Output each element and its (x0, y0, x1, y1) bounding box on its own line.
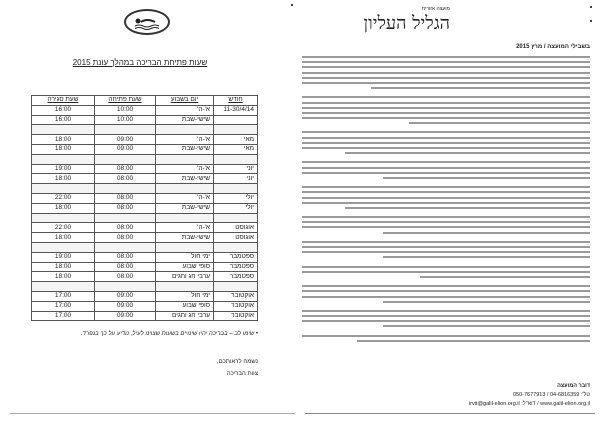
open-cell: 08:00 (95, 272, 156, 282)
text-line (302, 137, 590, 139)
month-cell: ספטמבר (214, 252, 258, 262)
text-line (302, 226, 590, 228)
empty-cell (156, 125, 214, 135)
text-line (302, 246, 590, 248)
close-cell: 18:00 (32, 233, 95, 243)
text-line (302, 142, 590, 144)
empty-cell (32, 154, 95, 164)
month-cell: אוגוסט (214, 223, 258, 233)
text-line (383, 301, 590, 303)
day-cell: סופי שבוע (156, 301, 214, 311)
text-line (302, 271, 590, 273)
text-line (357, 340, 590, 342)
empty-cell (214, 213, 258, 223)
text-line (383, 325, 590, 327)
text-line (302, 251, 590, 253)
close-cell: 16:00 (32, 115, 95, 125)
text-line (302, 96, 590, 98)
month-cell: יוני (214, 174, 258, 184)
open-cell: 09:00 (95, 135, 156, 145)
footer-title: דובר המועצה (557, 383, 590, 389)
footer-phone: טל': 04-6816359 / 050-7677913 (512, 392, 590, 398)
empty-cell (214, 184, 258, 194)
empty-cell (95, 154, 156, 164)
text-line (302, 285, 590, 287)
text-line (302, 131, 590, 133)
text-line (302, 117, 590, 119)
text-line (302, 202, 590, 204)
open-cell: 08:00 (95, 233, 156, 243)
opening-hours-table (31, 95, 258, 321)
close-cell: 17:00 (32, 301, 95, 311)
month-cell: יוני (214, 164, 258, 174)
table-row (32, 135, 258, 145)
separator-row (32, 213, 258, 223)
signature-block (150, 356, 258, 380)
schedule-title: שעות פתיחת הבריכה במהלך עונת 2015 (72, 58, 208, 67)
day-cell: א'-ה' (156, 223, 214, 233)
header-open: שעת פתיחה (95, 96, 156, 106)
close-cell: 16:00 (32, 105, 95, 115)
text-line (302, 191, 590, 193)
month-cell: יולי (214, 193, 258, 203)
bottom-rule (305, 413, 595, 414)
text-line (302, 82, 590, 84)
empty-cell (156, 242, 214, 252)
separator-row (32, 184, 258, 194)
text-line (302, 147, 590, 149)
day-cell: א'-ה' (156, 135, 214, 145)
close-cell: 18:00 (32, 203, 95, 213)
note-text: • שימו לב – בבריכה יהיו שינויים בשעות שצוינו לעיל, נודיע על כך בנפרד. (81, 331, 258, 337)
text-line (302, 186, 590, 188)
empty-cell (95, 242, 156, 252)
text-line (420, 276, 590, 278)
empty-cell (156, 213, 214, 223)
close-cell: 18:00 (32, 135, 95, 145)
newsletter-body (302, 56, 590, 349)
empty-cell (95, 213, 156, 223)
text-line (302, 77, 590, 79)
table-row (32, 233, 258, 243)
table-row (32, 301, 258, 311)
day-cell: שישי-שבת (156, 144, 214, 154)
table-row (32, 272, 258, 282)
text-line (383, 256, 590, 258)
day-cell: שישי-שבת (156, 203, 214, 213)
text-line (302, 310, 590, 312)
footer-web: www.galil-elion.org.il / דוא"ל: irvit@galil-elion.org.il (468, 401, 590, 407)
header-month: חודש (214, 96, 258, 106)
text-line (302, 266, 590, 268)
day-cell: א'-ה' (156, 193, 214, 203)
month-cell: ספטמבר (214, 272, 258, 282)
text-line (302, 56, 590, 58)
text-line (302, 221, 590, 223)
text-line (302, 216, 590, 218)
day-cell: שישי-שבת (156, 174, 214, 184)
month-cell: אוקטובר (214, 311, 258, 321)
org-small-label: מועצה אזורית (421, 6, 450, 12)
day-cell: א'-ה' (156, 164, 214, 174)
open-cell: 09:00 (95, 291, 156, 301)
table-row (32, 174, 258, 184)
empty-cell (32, 213, 95, 223)
open-cell: 08:00 (95, 223, 156, 233)
open-cell: 10:00 (95, 115, 156, 125)
close-cell: 18:00 (32, 174, 95, 184)
month-cell (214, 115, 258, 125)
table-row (32, 262, 258, 272)
table-row (32, 193, 258, 203)
text-line (302, 107, 590, 109)
empty-cell (32, 242, 95, 252)
text-line (302, 72, 590, 74)
contact-footer (380, 382, 590, 409)
text-line (302, 167, 590, 169)
empty-cell (156, 184, 214, 194)
day-cell: ימי חול (156, 252, 214, 262)
day-cell: סופי שבוע (156, 262, 214, 272)
month-cell: אוקטובר (214, 291, 258, 301)
text-line (302, 112, 590, 114)
day-cell: שישי-שבת (156, 115, 214, 125)
text-line (409, 122, 590, 124)
text-line (302, 161, 590, 163)
org-name: הגליל העליון (363, 13, 450, 34)
table-row (32, 203, 258, 213)
text-line (302, 197, 590, 199)
empty-cell (32, 282, 95, 292)
day-cell: שישי-שבת (156, 233, 214, 243)
text-line (302, 335, 590, 337)
text-line (345, 152, 590, 154)
table-header (32, 96, 258, 106)
newsletter-subtitle: בשבילי המועצה / מרץ 2015 (516, 44, 590, 50)
text-line (302, 290, 590, 292)
closing-text: נשמח לראותכם, (216, 359, 258, 365)
empty-cell (214, 125, 258, 135)
open-cell: 09:00 (95, 301, 156, 311)
table-row (32, 252, 258, 262)
separator-row (32, 125, 258, 135)
schedule-note (30, 330, 258, 339)
month-cell: יולי (214, 203, 258, 213)
table-row (32, 311, 258, 321)
close-cell: 22:00 (32, 223, 95, 233)
text-line (345, 207, 590, 209)
empty-cell (156, 154, 214, 164)
close-cell: 18:00 (32, 262, 95, 272)
council-logo (363, 6, 450, 35)
table-row (32, 291, 258, 301)
day-cell: ערבי חג וחגים (156, 311, 214, 321)
open-cell: 08:00 (95, 164, 156, 174)
separator-row (32, 242, 258, 252)
month-cell: מאי (214, 144, 258, 154)
month-cell: 11-30/4/14 (214, 105, 258, 115)
open-cell: 09:00 (95, 311, 156, 321)
empty-cell (95, 282, 156, 292)
table-row (32, 223, 258, 233)
close-cell: 18:00 (32, 144, 95, 154)
open-cell: 08:00 (95, 252, 156, 262)
table-row (32, 105, 258, 115)
empty-cell (95, 125, 156, 135)
signature-text: צוות הבריכה (226, 371, 258, 377)
empty-cell (214, 154, 258, 164)
scan-speck (590, 6, 592, 8)
close-cell: 17:00 (32, 291, 95, 301)
day-cell: ימי חול (156, 291, 214, 301)
month-cell: אוגוסט (214, 233, 258, 243)
text-line (302, 315, 590, 317)
table-row (32, 144, 258, 154)
scan-speck (590, 20, 592, 22)
text-line (302, 296, 590, 298)
separator-row (32, 154, 258, 164)
scan-speck (291, 4, 293, 6)
paragraph-gap (302, 345, 590, 349)
text-line (302, 102, 590, 104)
text-line (383, 177, 590, 179)
table-row (32, 115, 258, 125)
text-line (302, 241, 590, 243)
close-cell: 18:00 (32, 272, 95, 282)
bottom-rule-left (10, 413, 295, 414)
day-cell: א'-ה' (156, 105, 214, 115)
empty-cell (95, 184, 156, 194)
close-cell: 19:00 (32, 164, 95, 174)
text-line (302, 172, 590, 174)
text-line (371, 87, 590, 89)
empty-cell (32, 125, 95, 135)
pool-logo (124, 9, 170, 35)
open-cell: 08:00 (95, 193, 156, 203)
empty-cell (32, 184, 95, 194)
open-cell: 08:00 (95, 174, 156, 184)
empty-cell (156, 282, 214, 292)
header-close: שעת סגירה (32, 96, 95, 106)
month-cell: מאי (214, 135, 258, 145)
open-cell: 08:00 (95, 203, 156, 213)
close-cell: 19:00 (32, 252, 95, 262)
text-line (383, 232, 590, 234)
open-cell: 09:00 (95, 144, 156, 154)
day-cell: ערבי חג וחגים (156, 272, 214, 282)
empty-cell (214, 282, 258, 292)
text-line (302, 66, 590, 68)
text-line (302, 61, 590, 63)
open-cell: 10:00 (95, 105, 156, 115)
separator-row (32, 282, 258, 292)
table-row (32, 164, 258, 174)
close-cell: 22:00 (32, 193, 95, 203)
header-day: יום בשבוע (156, 96, 214, 106)
empty-cell (214, 242, 258, 252)
month-cell: ספטמבר (214, 262, 258, 272)
open-cell: 08:00 (95, 262, 156, 272)
month-cell: אוקטובר (214, 301, 258, 311)
text-line (302, 320, 590, 322)
close-cell: 17:00 (32, 311, 95, 321)
